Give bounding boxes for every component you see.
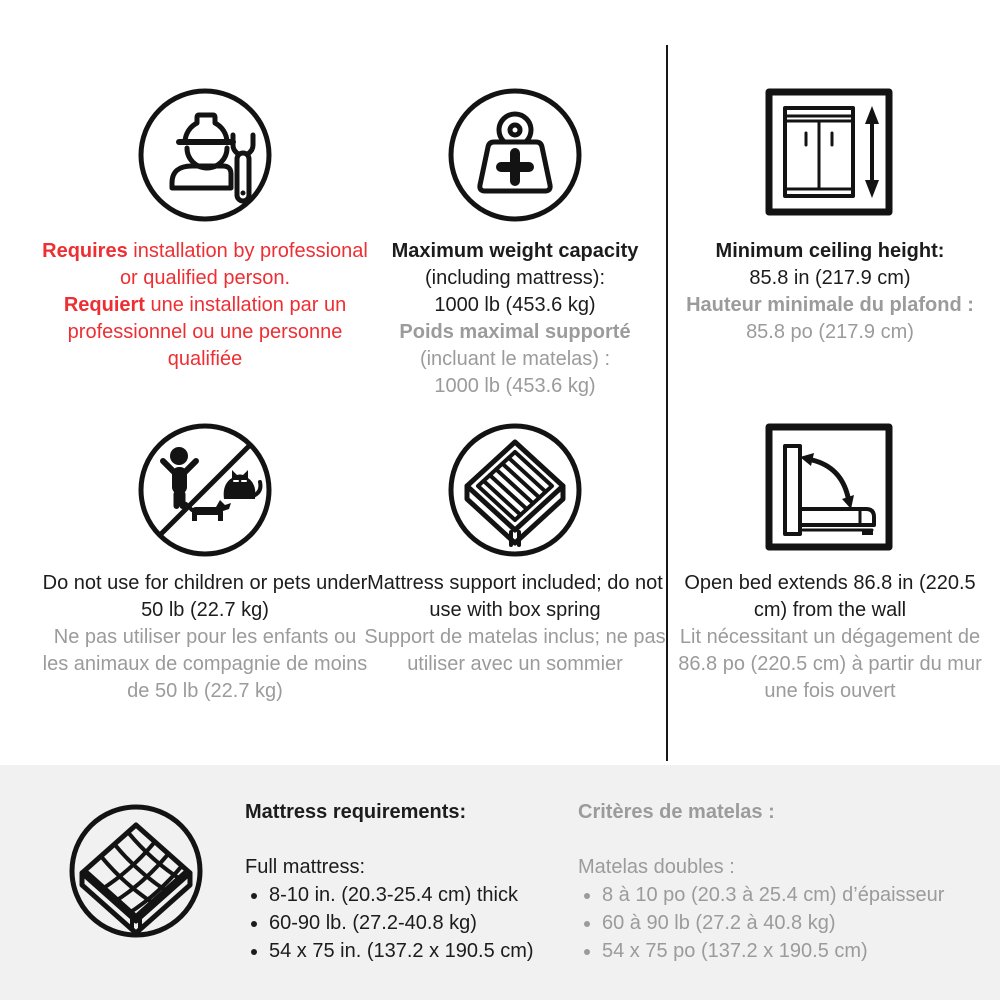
weight-line1-fr: (incluant le matelas) : [419,348,611,370]
mattress-bullet: • 8-10 in. (20.3-25.4 cm) thick [269,881,565,909]
ceiling-line1-en: 85.8 in (217.9 cm) [749,267,911,289]
installation-text-en: Requires installation by professional or qualified person. [42,240,368,289]
support-text-fr: Support de matelas inclus; ne pas utiliser avec un sommier [364,626,666,675]
children-text-en: Do not use for children or pets under 50 lb (22.7 kg) [42,572,368,621]
mattress-title-en: Mattress requirements: [245,801,467,823]
mattress-bullet: • 60 à 90 lb (27.2 à 40.8 kg) [602,909,978,937]
weight-line2-fr: 1000 lb (453.6 kg) [434,375,596,397]
support-text-en: Mattress support included; do not use with box spring [367,572,663,621]
installation-text-fr: Requiert une installation par un professionnel ou une personne qualifiée [63,294,347,370]
ceiling-height-text [672,238,988,346]
openbed-text-fr: Lit nécessitant un dégagement de 86.8 po (220.5 cm) à partir du mur une fois ouvert [678,626,982,702]
mattress-bullet: • 60-90 lb. (27.2-40.8 kg) [269,909,565,937]
ceiling-height-icon [759,82,899,222]
ceiling-title-en: Minimum ceiling height: [715,240,945,262]
mattress-bullet: • 54 x 75 po (137.2 x 190.5 cm) [602,937,978,965]
no-children-pets-icon [135,420,275,560]
weight-line2-en: 1000 lb (453.6 kg) [434,294,596,316]
ceiling-title-fr: Hauteur minimale du plafond : [686,294,974,316]
installation-text [40,238,370,373]
children-text-fr: Ne pas utiliser pour les enfants ou les animaux de compagnie de moins de 50 lb (22.7 kg) [42,626,368,702]
mattress-requirements-fr [578,798,978,965]
ceiling-line1-fr: 85.8 po (217.9 cm) [746,321,914,343]
mattress-title-fr: Critères de matelas : [578,801,775,823]
open-bed-text [672,570,988,705]
openbed-text-en: Open bed extends 86.8 in (220.5 cm) from the wall [684,572,976,621]
mattress-requirements-en [245,798,565,965]
no-children-pets-text [40,570,370,705]
weight-capacity-icon [445,85,585,225]
mattress-support-text [360,570,670,678]
mattress-bullets-fr [578,881,978,965]
weight-capacity-text [360,238,670,400]
mattress-subtitle-en: Full mattress: [245,856,366,878]
mattress-subtitle-fr: Matelas doubles : [578,856,735,878]
weight-title-fr: Poids maximal supporté [399,321,631,343]
mattress-support-icon [445,420,585,560]
weight-title-en: Maximum weight capacity [391,240,639,262]
mattress-requirements-panel [0,765,1000,1000]
mattress-bullet: • 8 à 10 po (20.3 à 25.4 cm) d’épaisseur [602,881,978,909]
open-bed-icon [759,417,899,557]
mattress-icon [66,801,206,941]
weight-line1-en: (including mattress): [424,267,606,289]
mattress-bullets-en [245,881,565,965]
mattress-bullet: • 54 x 75 in. (137.2 x 190.5 cm) [269,937,565,965]
installer-icon [135,85,275,225]
